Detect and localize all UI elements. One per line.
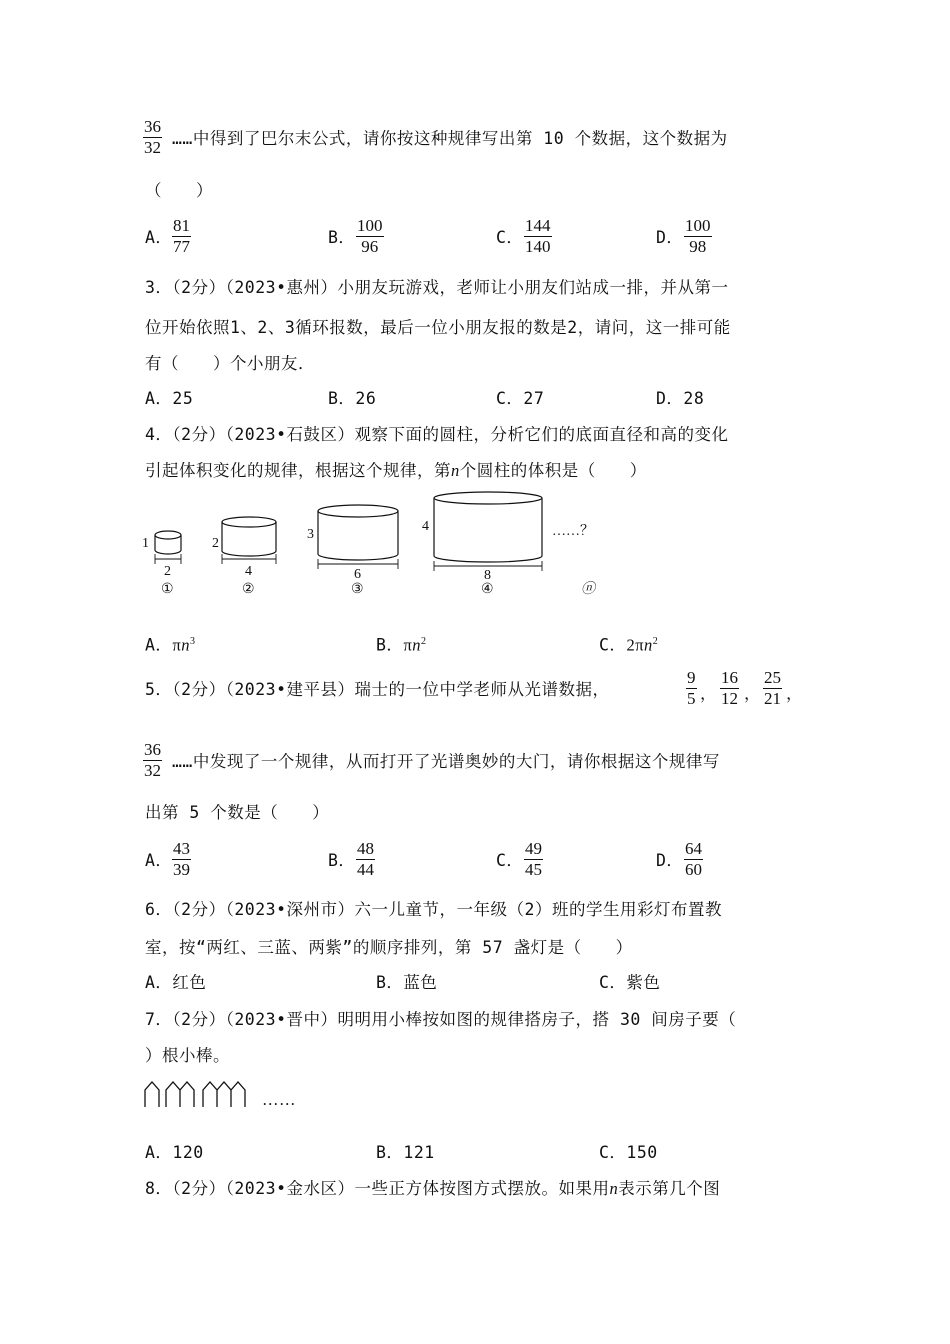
height-label-2: 2 xyxy=(212,536,219,551)
q5-option-b[interactable]: B． xyxy=(328,851,356,870)
houses-figure xyxy=(143,1080,258,1110)
houses-ellipsis: …… xyxy=(262,1090,296,1109)
house-1 xyxy=(145,1082,159,1107)
cylinder-label-n: ⓝ xyxy=(581,582,595,597)
q5-fraction-2: $\frac{16}{12}$ xyxy=(721,668,738,708)
q3-line1: 3．（2分）（2023•惠州）小朋友玩游戏，老师让小朋友们站成一排，并从第一 xyxy=(145,278,729,297)
q2-option-a-fraction: $\frac{81}{77}$ xyxy=(173,216,190,256)
cylinder-4-body xyxy=(434,498,542,562)
cylinder-label-2: ② xyxy=(242,582,255,597)
q2-lead-fraction: $\frac{36}{32}$ xyxy=(144,117,161,157)
q6-option-b[interactable]: B．蓝色 xyxy=(376,973,438,992)
q3-line3: 有（ ）个小朋友． xyxy=(145,354,315,373)
q5-separator-2: ， xyxy=(744,684,761,703)
cylinder-3-top xyxy=(318,505,398,517)
cylinder-4-top xyxy=(434,492,542,504)
q5-option-b-fraction: $\frac{48}{44}$ xyxy=(357,839,374,879)
figure-ellipsis: ……？ xyxy=(552,524,594,539)
q2-option-b-fraction: $\frac{100}{96}$ xyxy=(357,216,383,256)
q4-option-b[interactable]: B．$\pi n^2$ xyxy=(376,635,427,655)
q5-fraction-1: $\frac{9}{5}$ xyxy=(687,668,696,708)
diameter-label-1: 2 xyxy=(164,564,171,579)
q2-option-d[interactable]: D． xyxy=(656,228,684,247)
q4-line1: 4．（2分）（2023•石鼓区）观察下面的圆柱，分析它们的底面直径和高的变化 xyxy=(145,425,729,444)
q3-option-a[interactable]: A．25 xyxy=(145,389,194,408)
q3-option-d[interactable]: D．28 xyxy=(656,389,705,408)
q5-separator-1: ， xyxy=(700,684,717,703)
q5-separator-3: ， xyxy=(786,684,803,703)
q5-option-c-fraction: $\frac{49}{45}$ xyxy=(525,839,542,879)
q4-line2: 引起体积变化的规律，根据这个规律，第n个圆柱的体积是（ ） xyxy=(145,461,647,480)
q2-option-b[interactable]: B． xyxy=(328,228,356,247)
cylinder-label-4: ④ xyxy=(481,582,494,597)
q6-option-c[interactable]: C．紫色 xyxy=(599,973,661,992)
q3-option-b[interactable]: B．26 xyxy=(328,389,377,408)
q2-line2: （ ） xyxy=(145,181,213,200)
q6-line1: 6．（2分）（2023•深州市）六一儿童节，一年级（2）班的学生用彩灯布置教 xyxy=(145,900,722,919)
house-2 xyxy=(166,1082,194,1107)
cylinder-2-top xyxy=(222,517,276,527)
cylinder-label-3: ③ xyxy=(351,582,364,597)
height-label-1: 1 xyxy=(142,536,149,551)
q2-line1: ……中得到了巴尔末公式，请你按这种规律写出第 10 个数据，这个数据为 xyxy=(172,129,728,148)
q5-option-d[interactable]: D． xyxy=(656,851,684,870)
q5-line1: 5．（2分）（2023•建平县）瑞士的一位中学老师从光谱数据， xyxy=(145,680,610,699)
q3-option-c[interactable]: C．27 xyxy=(496,389,545,408)
q2-option-c[interactable]: C． xyxy=(496,228,524,247)
q5-option-a-fraction: $\frac{43}{39}$ xyxy=(173,839,190,879)
q2-option-d-fraction: $\frac{100}{98}$ xyxy=(685,216,711,256)
q8-line1: 8．（2分）（2023•金水区）一些正方体按图方式摆放。如果用n表示第几个图 xyxy=(145,1179,721,1198)
q5-line3: 出第 5 个数是（ ） xyxy=(145,803,330,822)
q5-line2: ……中发现了一个规律，从而打开了光谱奥妙的大门，请你根据这个规律写 xyxy=(172,752,720,771)
q7-option-b[interactable]: B．121 xyxy=(376,1143,435,1162)
diameter-label-3: 6 xyxy=(354,567,361,582)
q7-option-c[interactable]: C．150 xyxy=(599,1143,658,1162)
q6-option-a[interactable]: A．红色 xyxy=(145,973,207,992)
q2-option-c-fraction: $\frac{144}{140}$ xyxy=(525,216,551,256)
q7-line2: ）根小棒。 xyxy=(145,1046,230,1065)
diameter-label-4: 8 xyxy=(484,568,491,583)
cylinder-label-1: ① xyxy=(161,582,174,597)
cylinder-1-top xyxy=(155,531,181,539)
q5-option-d-fraction: $\frac{64}{60}$ xyxy=(685,839,702,879)
q2-option-a[interactable]: A． xyxy=(145,228,173,247)
house-3 xyxy=(203,1082,245,1107)
q5-option-a[interactable]: A． xyxy=(145,851,173,870)
q6-line2: 室，按“两红、三蓝、两紫”的顺序排列，第 57 盏灯是（ ） xyxy=(145,938,633,957)
cylinders-figure xyxy=(138,490,608,605)
height-label-4: 4 xyxy=(422,519,429,534)
height-label-3: 3 xyxy=(307,527,314,542)
q4-option-a[interactable]: A．$\pi n^3$ xyxy=(145,635,196,655)
q3-line2: 位开始依照1、2、3循环报数，最后一位小朋友报的数是2，请问，这一排可能 xyxy=(145,318,731,337)
q4-option-c[interactable]: C．$2\pi n^2$ xyxy=(599,635,659,655)
q5-lead-fraction: $\frac{36}{32}$ xyxy=(144,740,161,780)
q5-fraction-3: $\frac{25}{21}$ xyxy=(764,668,781,708)
q7-line1: 7．（2分）（2023•晋中）明明用小棒按如图的规律搭房子，搭 30 间房子要（ xyxy=(145,1010,737,1029)
q5-option-c[interactable]: C． xyxy=(496,851,524,870)
q7-option-a[interactable]: A．120 xyxy=(145,1143,204,1162)
cylinder-3-body xyxy=(318,511,398,560)
diameter-label-2: 4 xyxy=(245,564,252,579)
